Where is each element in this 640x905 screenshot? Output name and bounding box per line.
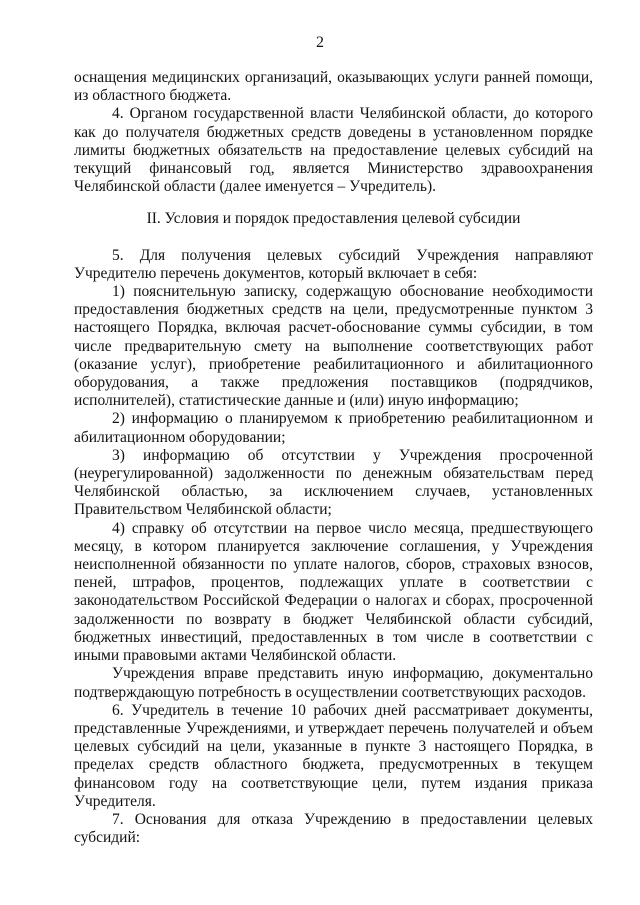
paragraph-4: 4. Органом государственной власти Челябинской области, до которого как до получателя бюджетных средств доведены в установленном порядке лимиты бюджетных обязательств на предоставление целевых субсидий на текущий финансовый год, является Министерство здравоохранения Челябинской области (далее именуется – Учредитель).: [74, 105, 593, 196]
paragraph-5: 5. Для получения целевых субсидий Учреждения направляют Учредителю перечень документов, который включает в себя:: [74, 246, 593, 282]
list-item-3: 3) информацию об отсутствии у Учреждения просроченной (неурегулированной) задолженности по денежным обязательствам перед Челябинской областью, за исключением случаев, установленных Правительством Челябинской области;: [74, 446, 593, 519]
paragraph-6: 6. Учредитель в течение 10 рабочих дней рассматривает документы, представленные Учреждениями, и утверждает перечень получателей и объем целевых субсидий на цели, указанные в пункте 3 настоящего Порядка, в пределах средств областного бюджета, предусмотренных в текущем финансовом году на соответствующие цели, путем издания приказа Учредителя.: [74, 701, 593, 810]
paragraph-continuation: оснащения медицинских организаций, оказывающих услуги ранней помощи, из областного бюджета.: [74, 69, 593, 105]
paragraph-7: 7. Основания для отказа Учреждению в предоставлении целевых субсидий:: [74, 810, 593, 847]
paragraph-additional-info: Учреждения вправе представить иную информацию, документально подтверждающую потребность в осуществлении соответствующих расходов.: [74, 665, 593, 701]
list-item-1: 1) пояснительную записку, содержащую обоснование необходимости предоставления бюджетных средств на цели, предусмотренные пунктом 3 настоящего Порядка, включая расчет-обоснование суммы субсидии, в том числе предварительную смету на выполнение соответствующих работ (оказание услуг), приобретение реабилитационного и абилитационного оборудования, а также предложения поставщиков (подрядчиков, исполнителей), статистические данные и (или) иную информацию;: [74, 283, 593, 410]
page-number: 2: [316, 34, 324, 51]
section-heading: II. Условия и порядок предоставления целевой субсидии: [146, 210, 521, 228]
document-body: [74, 69, 593, 847]
list-item-4: 4) справку об отсутствии на первое число месяца, предшествующего месяцу, в котором планируется заключение соглашения, у Учреждения неисполненной обязанности по уплате налогов, сборов, страховых взносов, пеней, штрафов, процентов, подлежащих уплате в соответствии с законодательством Российской Федерации о налогах и сборах, просроченной задолженности по возврату в бюджет Челябинской области субсидий, бюджетных инвестиций, предоставленных в том числе в соответствии с иными правовыми актами Челябинской области.: [74, 519, 593, 665]
list-item-2: 2) информацию о планируемом к приобретению реабилитационном и абилитационном оборудовании;: [74, 410, 593, 446]
